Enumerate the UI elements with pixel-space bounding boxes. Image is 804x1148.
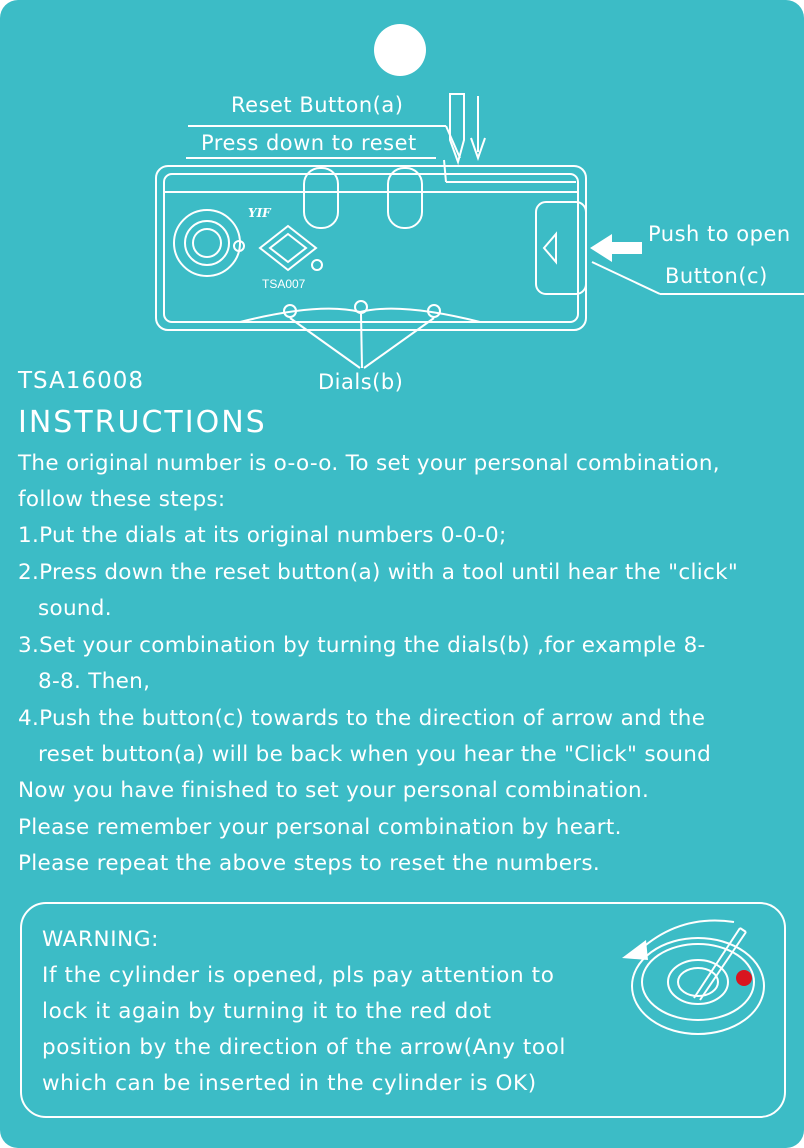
rotation-arrowhead-icon	[622, 940, 648, 960]
warning-line: which can be inserted in the cylinder is OK)	[42, 1071, 537, 1096]
instruction-step-3-cont: 8-8. Then,	[38, 669, 151, 694]
dial-bar	[240, 309, 480, 322]
warning-line: position by the direction of the arrow(Any tool	[42, 1035, 566, 1060]
top-slot-right	[388, 168, 422, 228]
lock-tsa-label: TSA007	[262, 277, 306, 291]
instruction-step-4-cont: reset button(a) will be back when you hear the "Click" sound	[38, 742, 712, 767]
push-arrow	[590, 234, 642, 262]
instruction-line: The original number is o-o-o. To set your personal combination,	[18, 451, 720, 476]
push-to-open-label: Push to open	[648, 222, 791, 246]
warning-line: lock it again by turning it to the red dot	[42, 999, 492, 1024]
reset-button-label: Reset Button(a)	[231, 93, 404, 117]
lock-body-inner	[164, 174, 578, 322]
button-c-label: Button(c)	[665, 264, 768, 288]
instructions-heading: INSTRUCTIONS	[18, 405, 267, 440]
cylinder-diagram	[600, 900, 790, 1060]
instruction-step-3: 3.Set your combination by turning the dials(b) ,for example 8-	[18, 633, 706, 658]
instruction-step-1: 1.Put the dials at its original numbers 0-0-0;	[18, 523, 507, 548]
lock-diagram	[0, 0, 804, 400]
instruction-step-2-cont: sound.	[38, 596, 112, 621]
dials-label: Dials(b)	[318, 370, 404, 394]
cylinder	[174, 210, 240, 276]
instruction-step-2: 2.Press down the reset button(a) with a tool until hear the "click"	[18, 560, 739, 585]
red-dot	[736, 970, 752, 986]
instruction-line: Please remember your personal combination by heart.	[18, 815, 622, 840]
lock-brand: YIF	[248, 206, 271, 220]
warning-line: If the cylinder is opened, pls pay attention to	[42, 963, 555, 988]
press-down-label: Press down to reset	[201, 131, 417, 155]
instruction-step-4: 4.Push the button(c) towards to the direction of arrow and the	[18, 706, 706, 731]
model-number: TSA16008	[18, 368, 144, 394]
top-slot-left	[304, 168, 338, 228]
instruction-line: follow these steps:	[18, 487, 226, 512]
warning-title: WARNING:	[42, 927, 159, 952]
instruction-line: Now you have finished to set your personal combination.	[18, 778, 650, 803]
instruction-line: Please repeat the above steps to reset the numbers.	[18, 851, 601, 876]
